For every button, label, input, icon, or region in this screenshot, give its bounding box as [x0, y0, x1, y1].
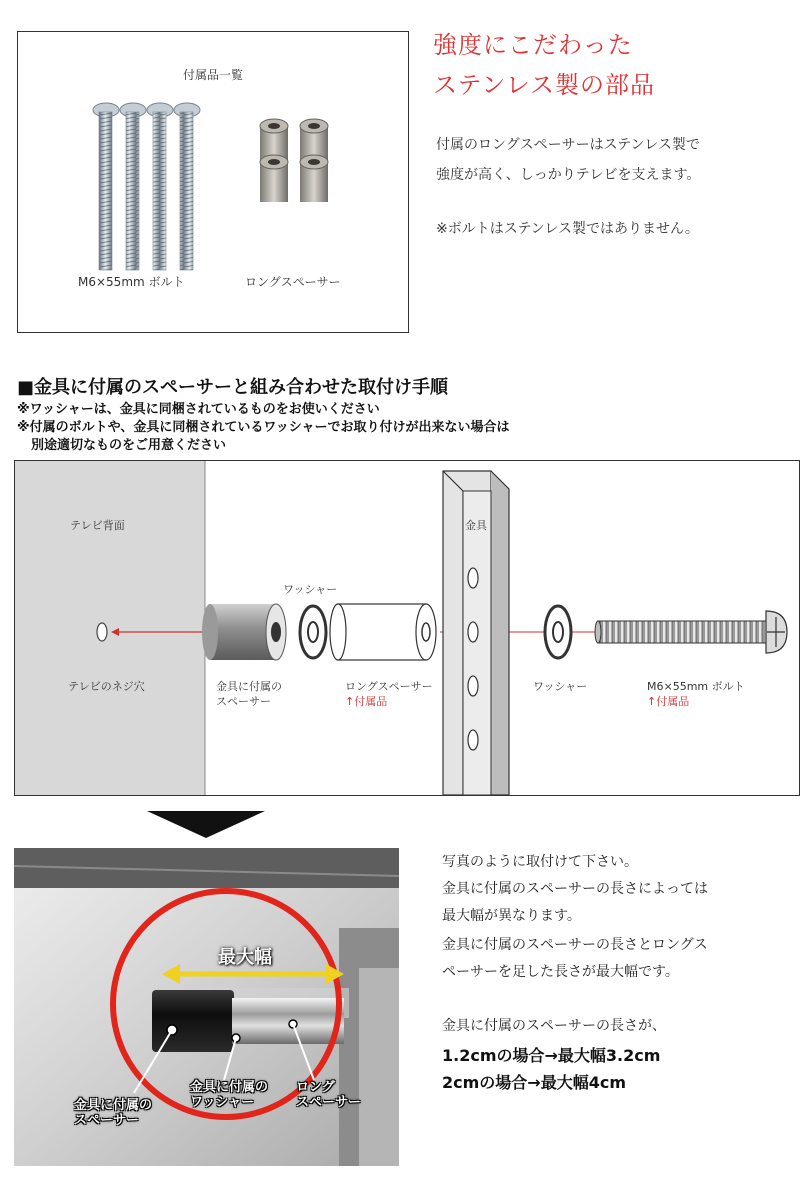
- procedure-note-1: ※ワッシャーは、金具に同梱されているものをお使いください: [17, 402, 380, 417]
- assembly-drawing: [15, 461, 799, 795]
- stainless-note: ※ボルトはステンレス製ではありません。: [436, 221, 699, 237]
- procedure-note-2: ※付属のボルトや、金具に同梱されているワッシャーでお取り付けが出来ない場合は: [17, 420, 510, 435]
- tv-back-label: テレビ背面: [70, 519, 125, 532]
- bolt-label: M6×55mm ボルト: [647, 680, 745, 693]
- down-arrow-icon: [147, 811, 265, 838]
- instruction-case-2: 2cmの場合→最大幅4cm: [442, 1073, 626, 1092]
- bolt-caption: M6×55mm ボルト: [78, 275, 185, 289]
- instruction-line-4: 金具に付属のスペーサーの長さとロングス: [442, 937, 708, 953]
- bolt-included-note: ↑付属品: [647, 695, 690, 708]
- procedure-note-3: 別途適切なものをご用意ください: [31, 438, 227, 453]
- bracket-spacer-label-2: スペーサー: [216, 695, 271, 708]
- instruction-line-6: 金具に付属のスペーサーの長さが、: [442, 1018, 666, 1034]
- installation-photo: [14, 848, 399, 1166]
- instruction-line-5: ペーサーを足した長さが最大幅です。: [442, 964, 679, 980]
- washer-right-label: ワッシャー: [533, 680, 588, 693]
- tv-back-panel: [15, 461, 205, 795]
- photo-label-long-spacer-2: スペーサー: [296, 1095, 362, 1110]
- photo-label-washer-2: ワッシャー: [190, 1095, 255, 1110]
- instruction-line-3: 最大幅が異なります。: [442, 908, 581, 924]
- stainless-heading-line1: 強度にこだわった: [433, 31, 633, 59]
- photo-label-washer-1: 金具に付属の: [190, 1080, 269, 1095]
- stainless-heading-line2: ステンレス製の部品: [433, 71, 655, 99]
- instruction-line-1: 写真のように取付けて下さい。: [442, 854, 638, 870]
- tv-screw-hole-label: テレビのネジ穴: [68, 680, 145, 693]
- assembly-diagram: [14, 460, 800, 796]
- bolt-shape: [598, 621, 766, 643]
- spacer-caption: ロングスペーサー: [245, 275, 341, 289]
- max-width-label: 最大幅: [218, 947, 272, 968]
- bracket-label: 金具: [465, 519, 487, 532]
- tv-screw-hole: [97, 623, 107, 641]
- photo-label-long-spacer-1: ロング: [296, 1080, 335, 1095]
- long-spacer-included-note: ↑付属品: [345, 695, 388, 708]
- photo-label-bracket-spacer-1: 金具に付属の: [74, 1098, 153, 1113]
- stainless-desc-line1: 付属のロングスペーサーはステンレス製で: [436, 137, 700, 153]
- parts-list-box: [17, 31, 409, 333]
- long-spacer-shape: [338, 604, 426, 660]
- long-spacers-image: [254, 114, 344, 214]
- instruction-case-1: 1.2cmの場合→最大幅3.2cm: [442, 1046, 661, 1065]
- instruction-line-2: 金具に付属のスペーサーの長さによっては: [442, 881, 708, 897]
- long-spacer-label: ロングスペーサー: [345, 680, 433, 693]
- bracket-spacer-label-1: 金具に付属の: [216, 680, 282, 693]
- washer-top-label: ワッシャー: [283, 583, 338, 596]
- installation-photo-illustration: [14, 848, 399, 1166]
- procedure-title: ■金具に付属のスペーサーと組み合わせた取付け手順: [17, 377, 449, 398]
- bolts-image: [88, 100, 218, 280]
- stainless-desc-line2: 強度が高く、しっかりテレビを支えます。: [436, 167, 701, 183]
- photo-label-bracket-spacer-2: スペーサー: [74, 1113, 140, 1128]
- parts-list-title: 付属品一覧: [182, 68, 243, 82]
